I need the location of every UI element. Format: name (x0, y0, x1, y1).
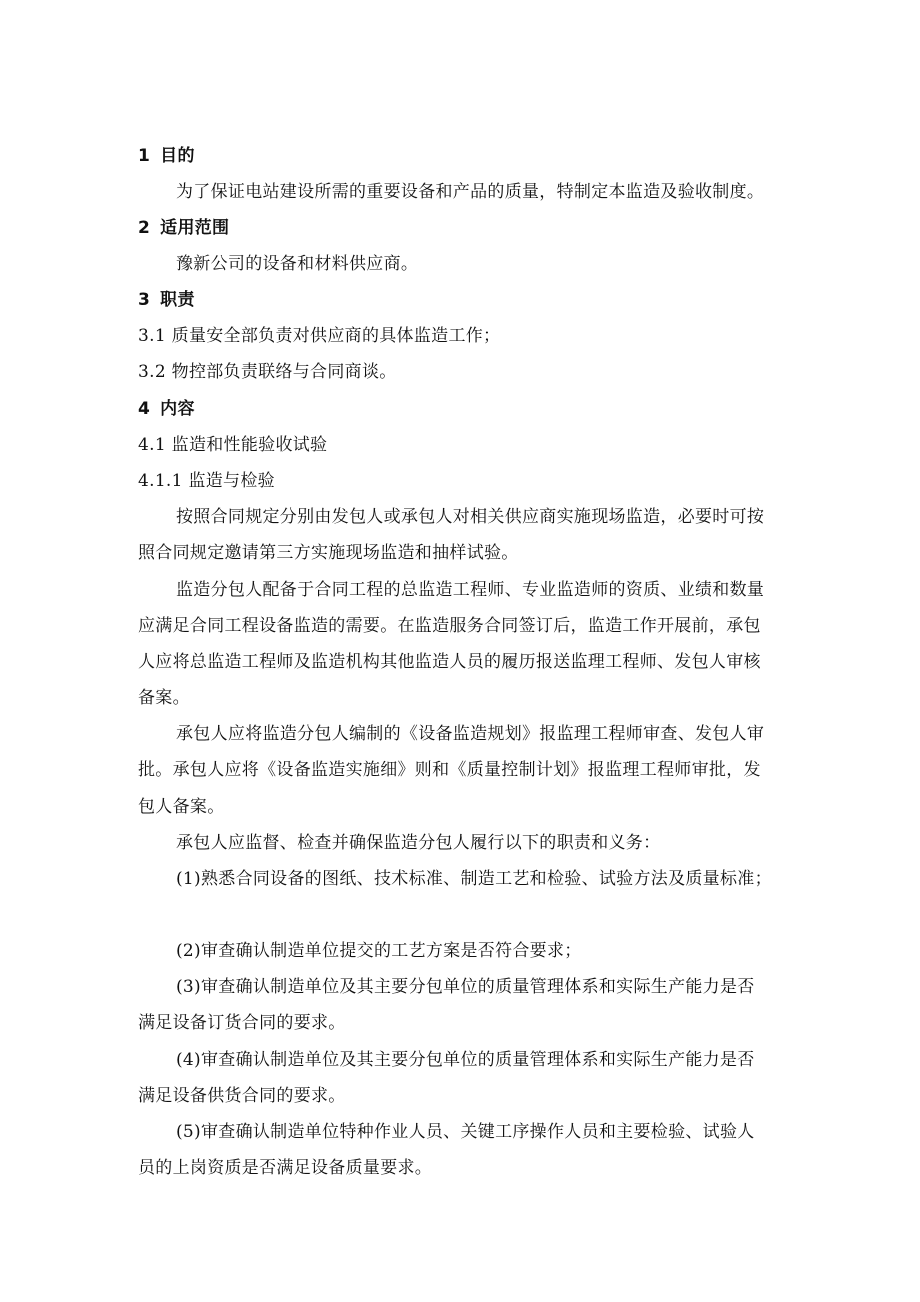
list-item-line: (5)审查确认制造单位特种作业人员、关键工序操作人员和主要检验、试验人 (176, 1122, 755, 1142)
list-item-line: (3)审查确认制造单位及其主要分包单位的质量管理体系和实际生产能力是否 (176, 977, 755, 997)
paragraph-line: 监造分包人配备于合同工程的总监造工程师、专业监造师的资质、业绩和数量 (176, 580, 765, 600)
responsibility-item: 3.2 物控部负责联络与合同商谈。 (138, 362, 397, 382)
paragraph-line: 包人备案。 (138, 797, 225, 817)
section-number: 3 (138, 290, 151, 310)
list-item-line: (2)审查确认制造单位提交的工艺方案是否符合要求； (176, 941, 582, 961)
paragraph: 为了保证电站建设所需的重要设备和产品的质量，特制定本监造及验收制度。 (176, 182, 765, 202)
paragraph-line: 批。承包人应将《设备监造实施细》则和《质量控制计划》报监理工程师审批，发 (138, 760, 761, 780)
section-number: 4 (138, 399, 151, 419)
section-3-heading (138, 290, 195, 310)
list-item-line: (1)熟悉合同设备的图纸、技术标准、制造工艺和检验、试验方法及质量标准； (176, 869, 772, 889)
section-1-heading (138, 146, 195, 166)
paragraph-line: 人应将总监造工程师及监造机构其他监造人员的履历报送监理工程师、发包人审核 (138, 652, 761, 672)
section-title: 适用范围 (160, 218, 230, 238)
paragraph-line: 应满足合同工程设备监造的需要。在监造服务合同签订后，监造工作开展前，承包 (138, 616, 761, 636)
paragraph-line: 照合同规定邀请第三方实施现场监造和抽样试验。 (138, 543, 519, 563)
responsibility-item: 3.1 质量安全部负责对供应商的具体监造工作； (138, 326, 501, 346)
section-number: 1 (138, 146, 151, 166)
section-2-heading (138, 218, 229, 238)
subsection-heading: 4.1 监造和性能验收试验 (138, 435, 328, 455)
section-title: 内容 (160, 399, 195, 419)
section-number: 2 (138, 218, 151, 238)
paragraph-line: 承包人应将监造分包人编制的《设备监造规划》报监理工程师审查、发包人审 (176, 724, 765, 744)
list-item-line: 满足设备订货合同的要求。 (138, 1013, 346, 1033)
section-title: 职责 (160, 290, 195, 310)
paragraph-line: 承包人应监督、检查并确保监造分包人履行以下的职责和义务： (176, 833, 661, 853)
paragraph: 豫新公司的设备和材料供应商。 (176, 254, 419, 274)
list-item-line: (4)审查确认制造单位及其主要分包单位的质量管理体系和实际生产能力是否 (176, 1050, 755, 1070)
list-item-line: 满足设备供货合同的要求。 (138, 1086, 346, 1106)
paragraph-line: 备案。 (138, 688, 190, 708)
list-item-line: 员的上岗资质是否满足设备质量要求。 (138, 1158, 433, 1178)
section-4-heading (138, 399, 195, 419)
subsection-heading: 4.1.1 监造与检验 (138, 471, 275, 491)
section-title: 目的 (160, 146, 195, 166)
paragraph-line: 按照合同规定分别由发包人或承包人对相关供应商实施现场监造，必要时可按 (176, 507, 765, 527)
